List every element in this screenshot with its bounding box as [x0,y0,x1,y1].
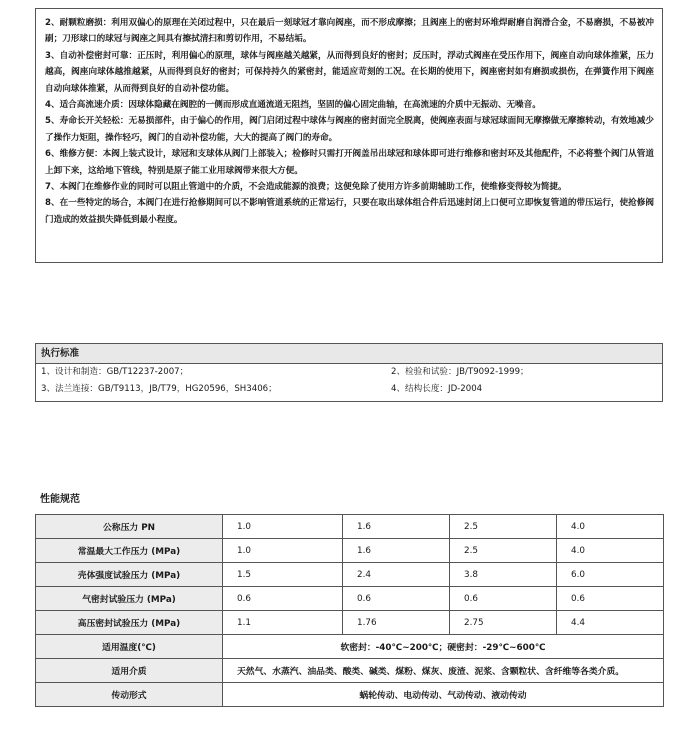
performance-table [35,514,664,707]
performance-title: 性能规范 [40,494,80,505]
table-row [36,587,664,611]
table-cell: 2.4 [343,563,450,587]
feature-paragraph: 2、耐颗粒磨损：利用双偏心的原理在关闭过程中，只在最后一刻球冠才靠向阀座，而不形成摩擦；且阀座上的密封环堆焊耐磨自润滑合金，不易磨损，不易被冲刷；刀形球口的球冠与阀座之间具有擦拭清扫和剪切作用，不易结垢。 [45,18,654,45]
table-cell: 2.5 [450,515,557,539]
table-cell: 4.0 [557,515,664,539]
table-cell: 1.1 [223,611,343,635]
row-label: 常温最大工作压力 (MPa) [36,539,223,563]
table-cell: 4.0 [557,539,664,563]
table-cell: 0.6 [223,587,343,611]
row-label: 传动形式 [36,683,223,707]
table-cell: 1.5 [223,563,343,587]
row-label: 气密封试验压力 (MPa) [36,587,223,611]
table-cell: 2.75 [450,611,557,635]
row-label: 高压密封试验压力 (MPa) [36,611,223,635]
table-cell: 6.0 [557,563,664,587]
standards-title: 执行标准 [36,344,662,364]
row-label: 适用温度(℃) [36,635,223,659]
table-row [36,539,664,563]
feature-paragraph: 4、适合高流速介质：因球体隐藏在阀腔的一侧而形成直通流道无阻挡，坚固的偏心固定曲轴，在高流速的介质中无振动、无噪音。 [45,100,541,111]
drive-value: 蜗轮传动、电动传动、气动传动、液动传动 [223,683,664,707]
table-cell: 1.0 [223,539,343,563]
standards-section [35,343,663,402]
table-cell: 3.8 [450,563,557,587]
row-label: 适用介质 [36,659,223,683]
table-cell: 0.6 [343,587,450,611]
feature-paragraph: 5、寿命长开关轻松：无易损部件，由于偏心的作用，阀门启闭过程中球体与阀座的密封面完全脱离，使阀座表面与球冠球面间无摩擦做无摩擦转动，有效地减少了操作力矩阻，操作轻巧，阀门的自动补偿功能，大大的提高了阀门的寿命。 [45,116,654,143]
row-label: 壳体强度试验压力 (MPa) [36,563,223,587]
table-cell: 1.6 [343,515,450,539]
media-value: 天然气、水蒸汽、油品类、酸类、碱类、煤粉、煤灰、废渣、泥浆、含颗粒状、含纤维等各类介质。 [223,659,664,683]
standard-item: 1、设计和制造：GB/T12237-2007； [41,367,189,377]
table-cell: 2.5 [450,539,557,563]
table-row [36,683,664,707]
feature-paragraph: 7、本阀门在维修作业的同时可以阻止管道中的介质，不会造成能源的浪费；这便免除了使用方许多前期辅助工作，使维修变得较为简捷。 [45,182,567,193]
table-row [36,635,664,659]
table-cell: 1.76 [343,611,450,635]
table-cell: 0.6 [557,587,664,611]
feature-paragraph: 8、在一些特定的场合，本阀门在进行抢修期间可以不影响管道系统的正常运行，只要在取出球体组合件后迅速封闭上口便可立即恢复管道的带压运行，使抢修阀门造成的效益损失降低到最小程度。 [45,198,654,225]
features-section [35,8,663,263]
standards-row [36,364,662,381]
table-cell: 4.4 [557,611,664,635]
standards-row [36,381,662,398]
table-cell: 0.6 [450,587,557,611]
table-row [36,515,664,539]
feature-paragraph: 6、维修方便：本阀上装式设计，球冠和支球体从阀门上部装入；检修时只需打开阀盖吊出球冠和球体即可进行维修和密封环及其他配件，不必将整个阀门从管道上卸下来，这给地下管线，特别是原子能工业用球阀带来很大方便。 [45,149,654,176]
standard-item: 4、结构长度：JD-2004 [391,384,483,394]
row-label: 公称压力 PN [36,515,223,539]
temperature-value: 软密封：-40℃~200℃；硬密封：-29℃~600℃ [223,635,664,659]
feature-paragraph: 3、自动补偿密封可靠：正压时，利用偏心的原理，球体与阀座越关越紧，从而得到良好的密封；反压时，浮动式阀座在受压作用下，阀座自动向球体推紧，压力越高，阀座向球体越推越紧，从而得到良好的密封；可保持持久的紧密封，能适应苛刻的工况。在长期的使用下，阀座密封如有磨损或损伤，在弹簧作用下阀座自动向球体推紧，从而得到良好的自动补偿功能。 [45,50,654,94]
table-row [36,563,664,587]
table-row [36,611,664,635]
standard-item: 3、法兰连接：GB/T9113，JB/T79，HG20596，SH3406； [41,384,277,394]
table-cell: 1.0 [223,515,343,539]
standard-item: 2、检验和试验：JB/T9092-1999； [391,367,529,377]
table-row [36,659,664,683]
table-cell: 1.6 [343,539,450,563]
